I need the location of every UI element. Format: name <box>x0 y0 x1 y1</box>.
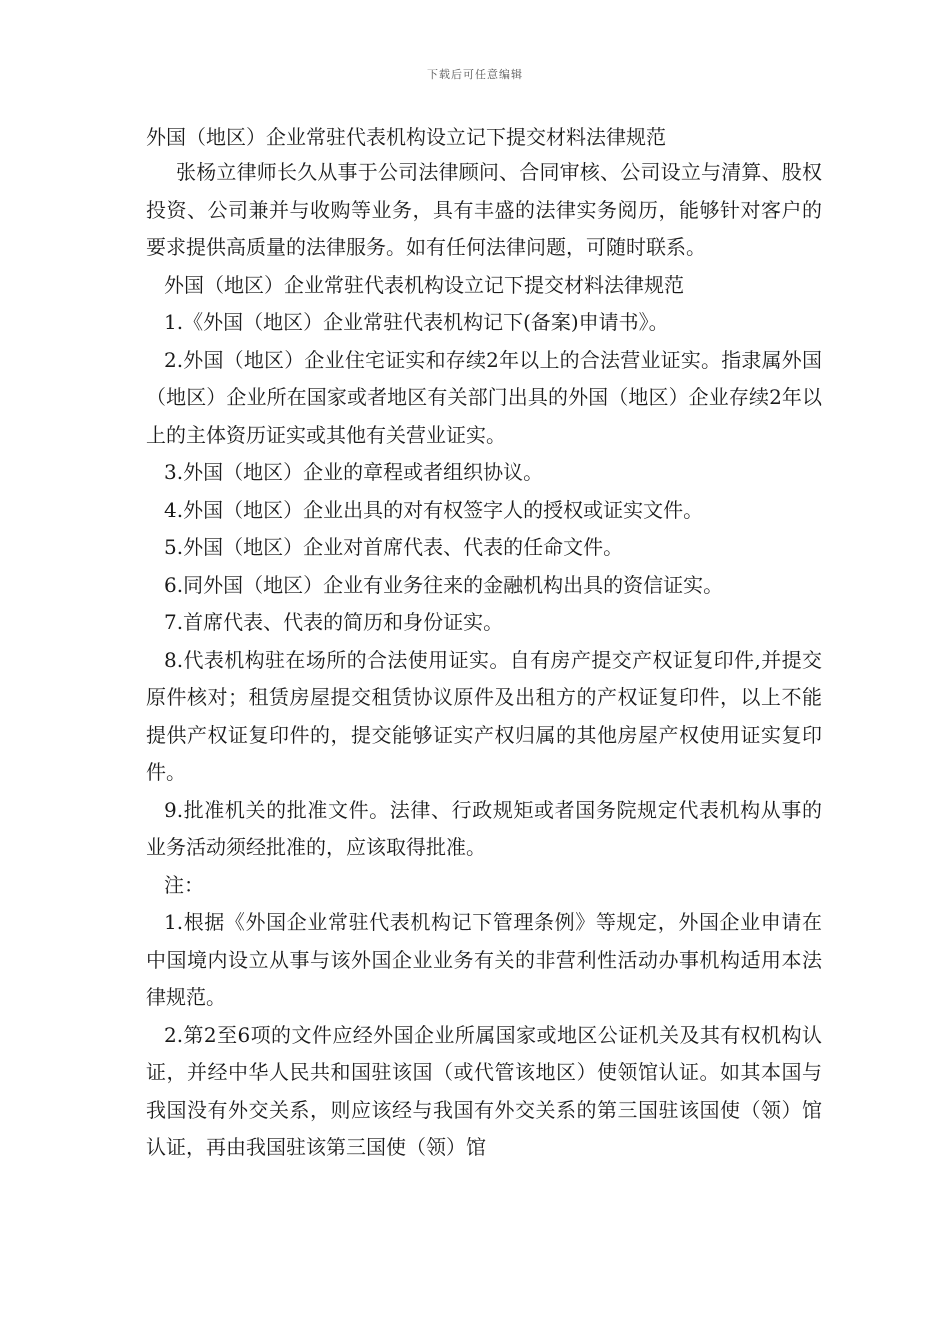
document-title: 外国（地区）企业常驻代表机构设立记下提交材料法律规范 <box>146 125 666 149</box>
note-label: 注： <box>164 872 204 897</box>
section-subtitle: 外国（地区）企业常驻代表机构设立记下提交材料法律规范 <box>164 272 684 297</box>
list-item: 1.《外国（地区）企业常驻代表机构记下(备案)申请书》。 <box>164 310 669 334</box>
document-body <box>146 120 822 1167</box>
list-item: 7.首席代表、代表的简历和身份证实。 <box>164 610 504 634</box>
note-item: 1.根据《外国企业常驻代表机构记下管理条例》等规定，外国企业申请在中国境内设立从事与该外国企业业务有关的非营利性活动办事机构适用本法律规范。 <box>146 910 822 1009</box>
list-item: 4.外国（地区）企业出具的对有权签字人的授权或证实文件。 <box>164 497 704 522</box>
intro-paragraph: 张杨立律师长久从事于公司法律顾问、合同审核、公司设立与清算、股权投资、公司兼并与收购等业务，具有丰盛的法律实务阅历，能够针对客户的要求提供高质量的法律服务。如有任何法律问题，可随时联系。 <box>146 160 822 259</box>
list-item: 8.代表机构驻在场所的合法使用证实。自有房产提交产权证复印件,并提交原件核对；租赁房屋提交租赁协议原件及出租方的产权证复印件，以上不能提供产权证复印件的，提交能够证实产权归属的其他房屋产权使用证实复印件。 <box>146 647 822 784</box>
header-note: 下载后可任意编辑 <box>427 68 523 81</box>
list-item: 9.批准机关的批准文件。法律、行政规矩或者国务院规定代表机构从事的业务活动须经批准的，应该取得批准。 <box>146 797 822 859</box>
list-item: 5.外国（地区）企业对首席代表、代表的任命文件。 <box>164 535 624 559</box>
list-item: 2.外国（地区）企业住宅证实和存续2年以上的合法营业证实。指隶属外国（地区）企业所在国家或者地区有关部门出具的外国（地区）企业存续2年以上的主体资历证实或其他有关营业证实。 <box>146 347 822 447</box>
list-item: 3.外国（地区）企业的章程或者组织协议。 <box>164 460 544 484</box>
note-item: 2.第2至6项的文件应经外国企业所属国家或地区公证机关及其有权机构认证，并经中华人民共和国驻该国（或代管该地区）使领馆认证。如其本国与我国没有外交关系，则应该经与我国有外交关系的第三国驻该国使（领）馆认证，再由我国驻该第三国使（领）馆 <box>146 1022 822 1159</box>
list-item: 6.同外国（地区）企业有业务往来的金融机构出具的资信证实。 <box>164 572 724 597</box>
